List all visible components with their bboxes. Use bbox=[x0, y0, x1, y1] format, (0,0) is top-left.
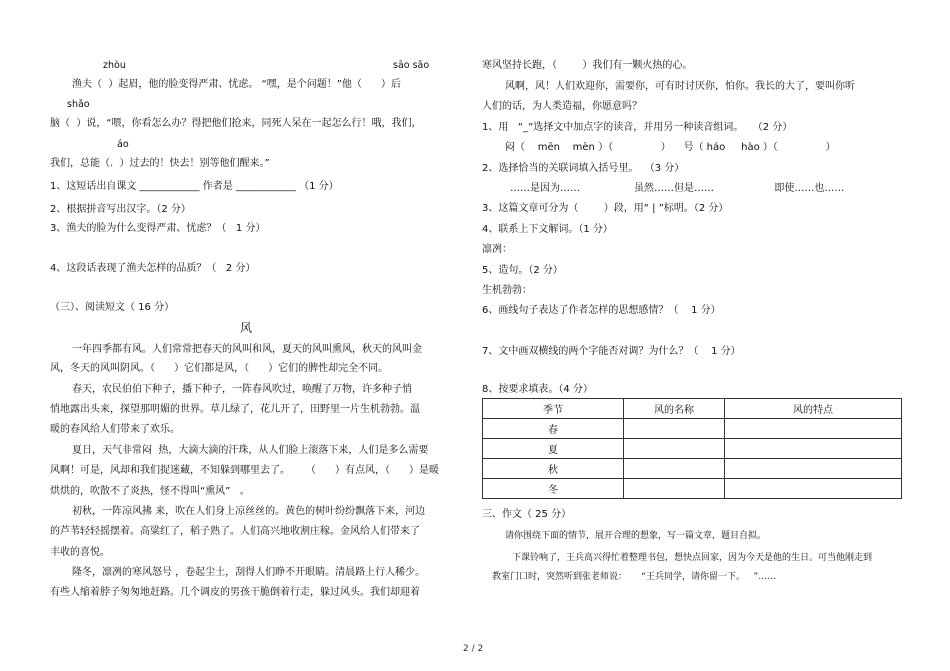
article-line: 一年四季都有风。人们常常把春天的风叫和风，夏天的风叫熏风，秋天的风叫金 bbox=[72, 344, 422, 355]
article-line: 的芦苇轻轻摇摆着。高粱红了，稻子熟了。人们高兴地收割庄稼。金风给人们带来了 bbox=[50, 526, 420, 537]
table-row-season: 夏 bbox=[483, 439, 624, 459]
article-line: 风啊！可是，风却和我们捉迷藏，不知躲到哪里去了。 （ ）有点风，（ ）是暖 bbox=[50, 465, 440, 476]
season-table bbox=[482, 398, 902, 499]
article-line: 风，冬天的风叫阴风。（ ）它们都是风，（ ）它们的脾性却完全不同。 bbox=[50, 363, 389, 374]
article-line: 丰收的喜悦。 bbox=[50, 547, 110, 558]
article-line: 隆冬，凛冽的寒风怒号 ，卷起尘土，刮得人们睁不开眼睛。清晨路上行人稀少。 bbox=[72, 567, 426, 578]
article-line: 夏日，天气非常闷 热，大滴大滴的汗珠，从人们脸上滚落下来，人们是多么需要 bbox=[72, 445, 429, 456]
composition-prompt: 下课铃响了，王兵高兴得忙着整理书包，想快点回家，因为今天是他的生日。可当他刚走到 bbox=[512, 553, 873, 563]
table-cell[interactable] bbox=[725, 419, 902, 439]
composition-prompt: 教室门口时，突然听到张老师说： “王兵同学，请你留一下。 ”…… bbox=[492, 572, 777, 582]
question-3: 3、渔夫的脸为什么变得严肃、忧虑？（ 1 分） bbox=[50, 223, 266, 234]
table-header: 季节 bbox=[483, 399, 624, 419]
table-cell[interactable] bbox=[725, 479, 902, 499]
passage-line: 渔夫（ ）起眉，他的脸变得严肃、忧虑。 “嘿，是个问题！”他（ ）后 bbox=[72, 79, 401, 90]
question-r4: 4、联系上下文解词。（1 分） bbox=[482, 224, 613, 235]
table-header: 风的名称 bbox=[624, 399, 725, 419]
table-cell[interactable] bbox=[624, 479, 725, 499]
passage-line: 我们，总能（. ）过去的！快去！别等他们醒来。” bbox=[50, 158, 270, 169]
page-number: 2 / 2 bbox=[463, 644, 484, 654]
table-cell[interactable] bbox=[624, 459, 725, 479]
table-row-season: 秋 bbox=[483, 459, 624, 479]
article-line: 悄地露出头来，探望那明媚的世界。草儿绿了，花儿开了，田野里一片生机勃勃。温 bbox=[50, 404, 420, 415]
question-r7: 7、文中画双横线的两个字能否对调？为什么？（ 1 分） bbox=[482, 346, 741, 357]
table-header: 风的特点 bbox=[725, 399, 902, 419]
question-r2: 2、选择恰当的关联词填入括号里。 （3 分） bbox=[482, 163, 685, 174]
table-cell[interactable] bbox=[624, 439, 725, 459]
article-line: 初秋，一阵凉风拂 来，吹在人们身上凉丝丝的。黄色的树叶纷纷飘落下来，河边 bbox=[72, 506, 426, 517]
article-line: 春天，农民伯伯下种子，播下种子，一阵春风吹过，唤醒了万物，许多种子悄 bbox=[72, 384, 412, 395]
pinyin-ao: áo bbox=[117, 139, 129, 150]
table-cell[interactable] bbox=[725, 439, 902, 459]
question-4: 4、这段话表现了渔夫怎样的品质？（ 2 分） bbox=[50, 263, 256, 274]
question-1: 1、这短话出自课文 ____________ 作者是 ____________ （1 分） bbox=[50, 181, 339, 192]
passage-line: 脑（ ）说，“喂，你看怎么办？得把他们抢来，同死人呆在一起怎么行！哦，我们， bbox=[50, 118, 422, 129]
table-row-season: 冬 bbox=[483, 479, 624, 499]
pinyin-shao: shǎo bbox=[67, 99, 90, 110]
word-lie: 凛冽： bbox=[482, 244, 512, 255]
article-line: 寒风坚持长跑，（ ）我们有一颗火热的心。 bbox=[482, 60, 693, 71]
question-r6: 6、画线句子表达了作者怎样的思想感情？（ 1 分） bbox=[482, 305, 721, 316]
question-r1-options: 闷（ mēn mèn ）（ ） 号（ háo hào ）（ ） bbox=[505, 142, 836, 153]
question-r2-options: ……是因为…… 虽然……但是…… 即使……也…… bbox=[510, 183, 845, 194]
question-r3: 3、这篇文章可分为（ ）段，用“ | ”标明。（2 分） bbox=[482, 203, 729, 214]
pinyin-zhou: zhòu bbox=[103, 60, 126, 71]
article-line: 暖的春风给人们带来了欢乐。 bbox=[50, 424, 180, 435]
composition-instruction: 请你围绕下面的情节，展开合理的想象，写一篇文章，题目自拟。 bbox=[505, 531, 767, 541]
question-2: 2、根据拼音写出汉字。（2 分） bbox=[50, 204, 191, 215]
article-line: 人们的话，为人类造福，你愿意吗？ bbox=[482, 101, 642, 112]
article-line: 有些人缩着脖子匆匆地赶路。几个调皮的男孩干脆倒着行走，躲过风头。我们却迎着 bbox=[50, 587, 420, 598]
question-r5: 5、造句。（2 分） bbox=[482, 265, 563, 276]
table-row-season: 春 bbox=[483, 419, 624, 439]
article-line: 烘烘的，吹散不了炎热，怪不得叫“熏风” 。 bbox=[50, 486, 250, 497]
article-line: 风啊，风！人们欢迎你，需要你，可有时讨厌你，怕你。我长的大了，要叫你听 bbox=[505, 81, 855, 92]
table-cell[interactable] bbox=[624, 419, 725, 439]
article-title: 风 bbox=[240, 321, 253, 335]
table-cell[interactable] bbox=[725, 459, 902, 479]
question-r8: 8、按要求填表。（4 分） bbox=[482, 384, 593, 395]
section-composition: 三、作文（ 25 分） bbox=[482, 509, 572, 520]
pinyin-saosao: sāo sāo bbox=[393, 60, 430, 71]
section-heading: （三）、阅读短文（ 16 分） bbox=[50, 302, 175, 313]
word-bobo: 生机勃勃： bbox=[482, 285, 532, 296]
question-r1: 1、用 “_”选择文中加点字的读音，并用另一种读音组词。 （2 分） bbox=[482, 122, 793, 133]
